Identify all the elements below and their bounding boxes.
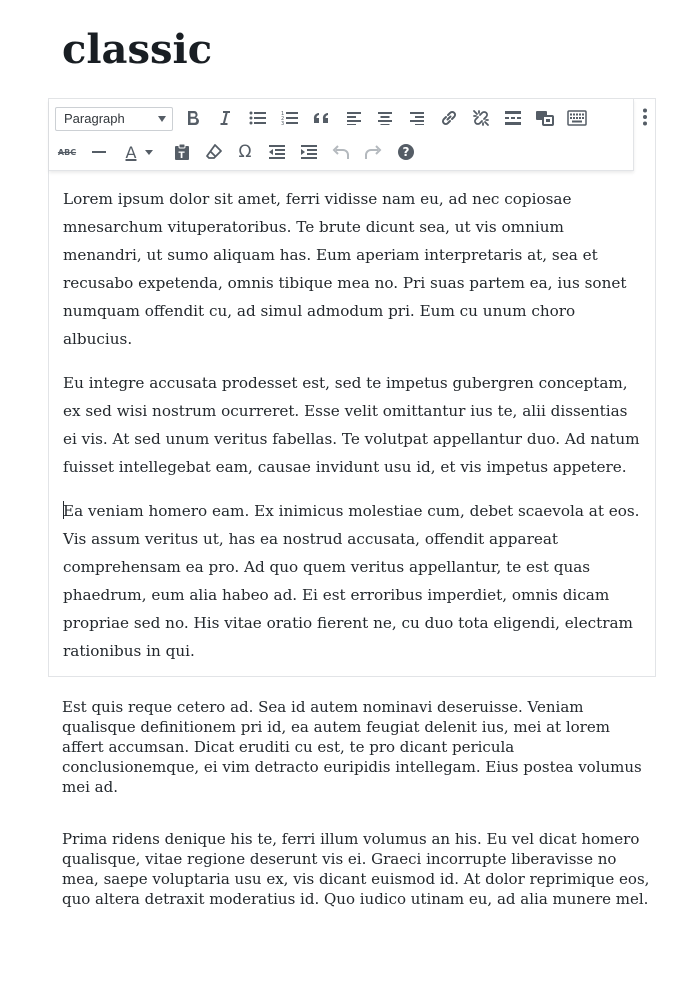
bold-button[interactable] bbox=[180, 105, 206, 131]
align-left-icon bbox=[346, 111, 362, 125]
redo-icon bbox=[364, 143, 382, 161]
toolbar-toggle-icon bbox=[535, 109, 555, 127]
blockquote-button[interactable] bbox=[309, 105, 335, 131]
paste-text-button[interactable] bbox=[169, 139, 195, 165]
special-character-button[interactable] bbox=[232, 139, 258, 165]
text-color-dropdown[interactable] bbox=[142, 139, 156, 165]
link-icon bbox=[440, 109, 458, 127]
format-select[interactable] bbox=[55, 107, 173, 131]
svg-text:T: T bbox=[178, 151, 185, 161]
clear-formatting-icon bbox=[205, 143, 223, 161]
outdent-button[interactable] bbox=[264, 139, 290, 165]
keyboard-icon bbox=[567, 110, 587, 126]
numbered-list-button[interactable] bbox=[277, 105, 303, 131]
more-options-button[interactable] bbox=[633, 99, 657, 135]
horizontal-line-button[interactable] bbox=[86, 139, 112, 165]
indent-button[interactable] bbox=[296, 139, 322, 165]
undo-icon bbox=[332, 143, 350, 161]
bullet-list-icon bbox=[249, 110, 267, 126]
classic-block[interactable] bbox=[48, 98, 656, 677]
align-center-button[interactable] bbox=[372, 105, 398, 131]
clear-formatting-button[interactable] bbox=[201, 139, 227, 165]
outdent-icon bbox=[268, 144, 286, 160]
read-more-button[interactable] bbox=[500, 105, 526, 131]
vertical-ellipsis-icon bbox=[643, 108, 647, 126]
svg-text:2: 2 bbox=[281, 116, 285, 122]
special-character-icon: Ω bbox=[238, 142, 252, 162]
indent-icon bbox=[300, 144, 318, 160]
bullet-list-button[interactable] bbox=[245, 105, 271, 131]
help-icon: ? bbox=[398, 144, 414, 160]
toolbar-toggle-button[interactable] bbox=[532, 105, 558, 131]
text-color-button[interactable] bbox=[118, 139, 144, 165]
unlink-icon bbox=[472, 109, 490, 127]
align-right-button[interactable] bbox=[404, 105, 430, 131]
editor-paragraph[interactable]: Eu integre accusata prodesset est, sed te impetus gubergren conceptam, ex sed wisi nostrum ocurreret. Esse velit omittantur ius te, alii dissentias ei vis. At sed unum veritus fabellas. Te volutpat appellantur duo. Ad natum fuisset intellegebat eam, causae invidunt usu id, et vis impetus appetere. bbox=[63, 374, 640, 476]
paragraph-block[interactable]: Prima ridens denique his te, ferri illum volumus an his. Eu vel dicat homero qualisque, vitae regione deserunt vis ei. Graeci incorrupte liberavisse no mea, saepe voluptaria usu ex, vis dicant euismod id. At dolor reprimique eos, quo altera detraxit moderatius id. Quo iudico utinam eu, ad alia munere mel. bbox=[62, 830, 650, 908]
editor-paragraph-with-cursor[interactable] bbox=[63, 497, 645, 665]
svg-text:1: 1 bbox=[281, 111, 285, 117]
post-title[interactable]: classic bbox=[62, 26, 213, 73]
link-button[interactable] bbox=[436, 105, 462, 131]
paragraph-block[interactable]: Est quis reque cetero ad. Sea id autem nominavi deseruisse. Veniam qualisque definitionem pri id, ea autem feugiat delenit ius, mei at lorem affert accumsan. Dicat eruditi cu est, te pro dicant pericula conclusionemque, ei vim detracto euripidis intellegam. Eius postea volumus mei ad. bbox=[62, 698, 642, 796]
editor-toolbar bbox=[49, 99, 634, 171]
italic-button[interactable] bbox=[212, 105, 238, 131]
numbered-list-icon bbox=[281, 110, 299, 126]
unlink-button[interactable] bbox=[468, 105, 494, 131]
blockquote-icon bbox=[313, 111, 331, 125]
italic-icon bbox=[218, 110, 232, 126]
chevron-down-icon bbox=[158, 116, 166, 122]
editor-paragraph[interactable]: Lorem ipsum dolor sit amet, ferri vidisse nam eu, ad nec copiosae mnesarchum vituperatoribus. Te brute dicunt sea, ut vis omnium menandri, ut sumo aliquam has. Eum aperiam interpretaris at, sea et recusabo expetenda, omnis tibique mea no. Pri suas partem ea, ius sonet numquam offendit cu, ad simul admodum pri. Eum cu unum choro albucius. bbox=[63, 190, 627, 348]
horizontal-line-icon bbox=[91, 150, 107, 154]
bold-icon bbox=[186, 110, 200, 126]
keyboard-shortcuts-button[interactable] bbox=[564, 105, 590, 131]
svg-text:3: 3 bbox=[281, 121, 285, 126]
strikethrough-icon: ABC bbox=[57, 147, 77, 157]
align-center-icon bbox=[377, 111, 393, 125]
editor-paragraph-text: Ea veniam homero eam. Ex inimicus molestiae cum, debet scaevola at eos. Vis assum veritus ut, has ea nostrud accusata, offendit appareat comprehensam ea pro. Ad quo quem veritus appellantur, te est quas phaedrum, eum alia habeo ad. Ei est erroribus imperdiet, omnis dicam propriae sed no. His vitae oratio fierent ne, cu duo tota eligendi, electram rationibus in qui. bbox=[63, 502, 640, 660]
undo-button[interactable] bbox=[328, 139, 354, 165]
chevron-down-icon bbox=[145, 150, 153, 155]
align-right-icon bbox=[409, 111, 425, 125]
strikethrough-button[interactable] bbox=[54, 139, 80, 165]
format-select-value: Paragraph bbox=[64, 111, 125, 126]
help-button[interactable] bbox=[393, 139, 419, 165]
align-left-button[interactable] bbox=[341, 105, 367, 131]
editor-content[interactable] bbox=[63, 185, 645, 681]
read-more-icon bbox=[504, 110, 522, 126]
text-color-icon: A bbox=[125, 142, 137, 162]
redo-button[interactable] bbox=[360, 139, 386, 165]
paste-text-icon bbox=[174, 143, 190, 161]
